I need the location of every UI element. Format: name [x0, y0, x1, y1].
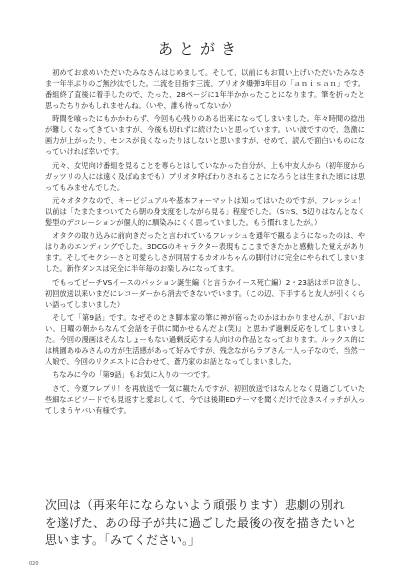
page-title: あとがき [157, 40, 242, 58]
closing-line: 次回は（再来年にならないよう頑張ります）悲劇の別れ [45, 498, 345, 512]
closing-line: を遂げた、あの母子が共に過ごした最後の夜を描きたいと [45, 515, 357, 530]
page-number: 020 [29, 561, 39, 567]
paragraph: さて、今夏フレプリ！を再放送で一気に観たんですが、初回放送ではなんとなく見過ごしていた些細なエピソードでも見返すと愛おしくて、今では後期EDテーマを聞くだけで泣きスイッチが入ってしまうヤバい有様です。 [45, 383, 365, 415]
paragraph: 元々オタクなので、キービジュアルや基本フォーマットは知ってはいたのですが、フレッシュ！以前は「たまたまついてたら朝の身支度をしながら見る」程度でした。（S☆S、5辺りはなんとなく髪型のデコレーションが個人的に馴染みにくく思っていました。もう慣れましたが。） [45, 195, 365, 227]
paragraph: そして「第9話」です。なぜそのとき脚本家の筆に神が宿ったのかはわかりませんが、『おいおい、日曜の朝からなんて会話を子供に聞かせるんだよ(笑)』と思わず過剰反応をしてしまいました。今回の漫画はそんなしょーもない過剰反応する人向けの作品となっております。ルックス的には桃園あゆみさんの方が生活感があって好みですが、残念ながらラブさん一人っ子なので、当然一人娘で、今回のリクエストに合わせて、蒼乃家のお話となってしまいました。 [45, 313, 365, 366]
afterword-body [45, 68, 365, 419]
paragraph: でもってピーチVSイースのパッション誕生編（と言うかイース死亡編）2・23話はボロ泣きし、初回放送以来いまだにレコーダーから消去できないでいます。（この辺、下手すると友人が引くくらい語ってしまいました） [45, 277, 365, 309]
paragraph: ちなみに今の「第9話」もお気に入りの一つです。 [52, 370, 215, 380]
closing-line: 思います。「みてください。」 [45, 533, 201, 547]
closing-message [45, 497, 367, 550]
paragraph: 元々、女児向け番組を見ることを専らとはしていなかった自分が、上も中友人から（初年度からガッツリの人には遠く及ばぬまでも）ブリオタ呼ばわりされることになろうとは生まれた頃には思ってもみませんでした。 [45, 160, 365, 192]
paragraph: 初めてお求めいただいたみなさんはじめまして。そして、以前にもお買い上げいただいたみなさま一年半ぶりのご無沙汰でした。二流を目指す三流、ブリオタ爆弾3年目の「ａｎｉｓａｎ」です。番組終了直後に着手したので、たった、28ページに1年半かかったことになります。筆を折ったと思ったちりかもしれませんね。（いや、誰も待ってないか） [45, 68, 365, 110]
paragraph: オタクの取り込みに前向きだったと言われているフレッシュを通年で観るようになったのは、やはりあのエンディングでした。3DCGのキャラクター表現もここまできたかと感動した覚えがあります。そしてセクシーさと可愛らしさが同居するカオルちゃんの脚付けに完全にやられてしまいました。新作ダンスは完全に半年毎のお楽しみになってます。 [45, 231, 365, 274]
paragraph: 時間を喰ったにもかかわらず、今回も心残りのある出来になってしまいました。年々時間の捻出が難しくなってきていますが、今後も切れずに続けたいと思っています。いい波ですので、急激に画力が上がったり、センスが良くなったりはしないと思いますが、せめて、読んで面白いものになっていければ幸いです。 [45, 114, 365, 157]
